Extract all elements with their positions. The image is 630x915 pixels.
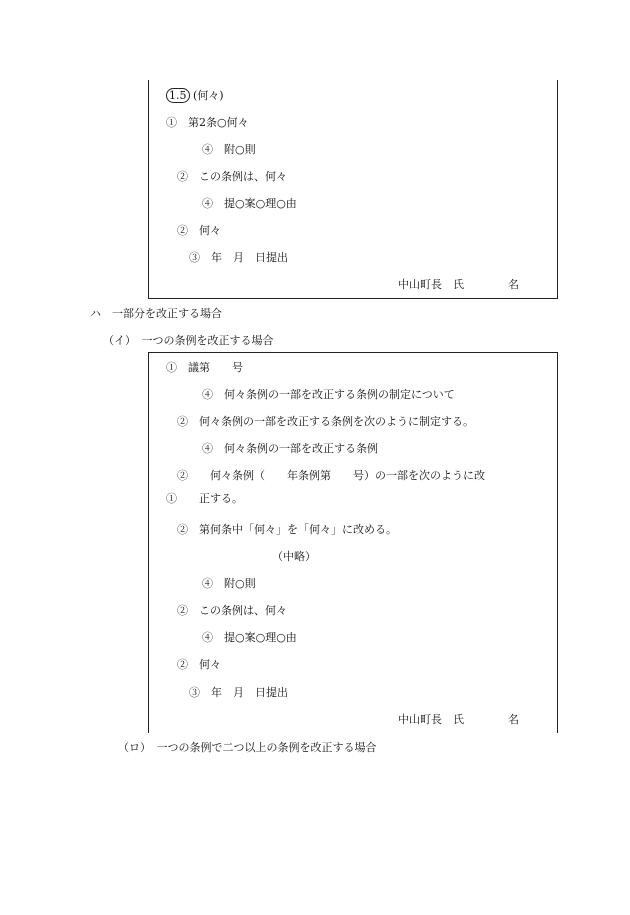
box1-line: ④ 附○則	[202, 143, 256, 156]
box2-line: ④ 何々条例の一部を改正する条例	[202, 442, 378, 455]
box2-line: ② 何々	[177, 658, 221, 671]
box2-line: ① 正する。	[166, 492, 243, 505]
box2-line: ④ 何々条例の一部を改正する条例の制定について	[202, 388, 455, 401]
box1-line: ① 第2条○何々	[166, 116, 249, 129]
heading-i: （イ） 一つの条例を改正する場合	[103, 334, 274, 347]
box1-line: ② 何々	[177, 224, 221, 237]
box2-line: ② 何々条例（ 年条例第 号）の一部を次のように改	[177, 469, 485, 482]
box2-signature: 中山町長 氏 名	[398, 713, 519, 726]
box1-line: ② この条例は、何々	[177, 170, 287, 183]
box2-line: ④ 提○案○理○由	[202, 631, 297, 644]
box1-line: ③ 年 月 日提出	[189, 251, 288, 264]
document-box-1	[148, 80, 558, 299]
section1-title	[166, 88, 224, 103]
box2-line-omitted: （中略）	[272, 550, 316, 563]
heading-ha: ハ 一部分を改正する場合	[90, 307, 222, 320]
box2-line: ③ 年 月 日提出	[189, 686, 288, 699]
box2-line: ② 第何条中「何々」を「何々」に改める。	[177, 523, 397, 536]
document-box-2	[148, 352, 558, 733]
box2-line: ② この条例は、何々	[177, 604, 287, 617]
box2-line: ① 議第 号	[166, 361, 243, 374]
section1-title-suffix: (何々)	[193, 89, 224, 102]
box2-line: ④ 附○則	[202, 577, 256, 590]
box2-line: ② 何々条例の一部を改正する条例を次のように制定する。	[177, 415, 474, 428]
box1-signature: 中山町長 氏 名	[398, 278, 519, 291]
box1-line: ④ 提○案○理○由	[202, 197, 297, 210]
heading-ro: （ロ） 一つの条例で二つ以上の条例を改正する場合	[118, 741, 377, 754]
section-number-badge: 1.5	[166, 88, 190, 103]
